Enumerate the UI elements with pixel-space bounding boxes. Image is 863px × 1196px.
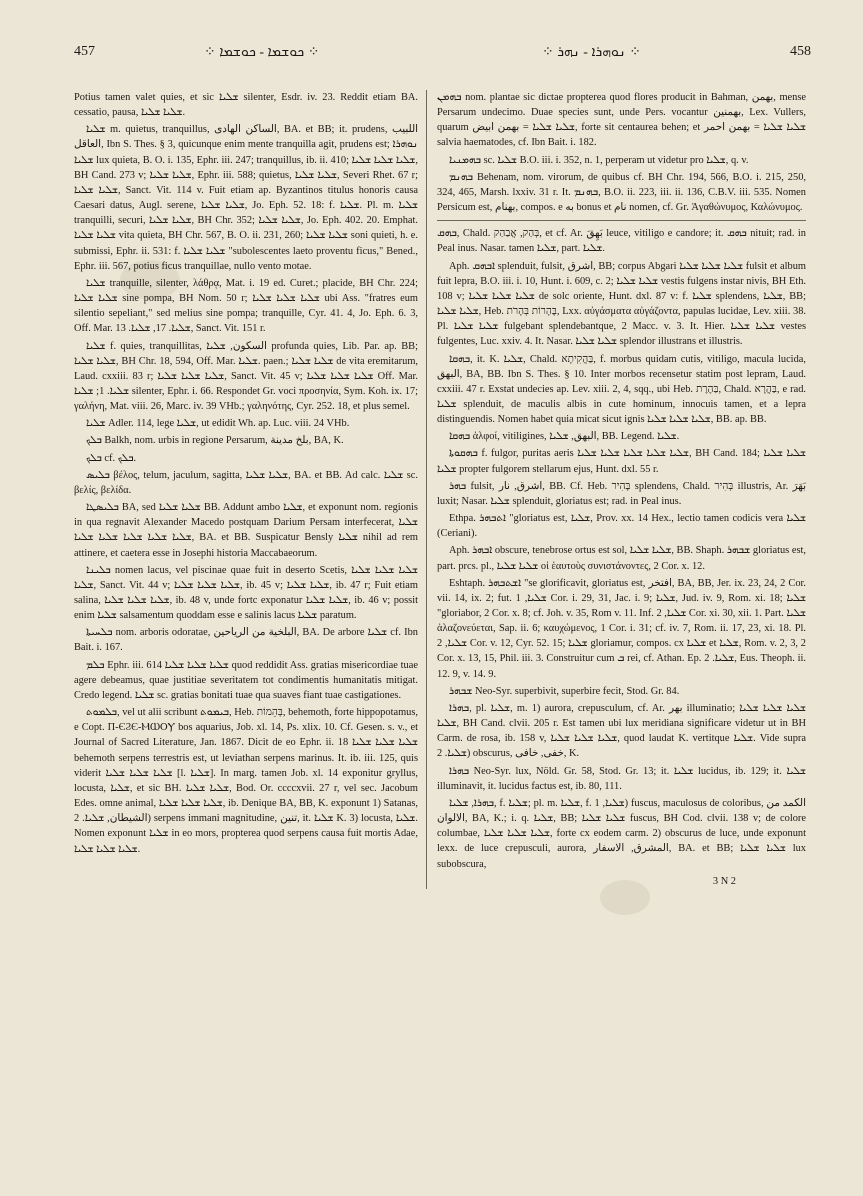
- dictionary-entry: ܒܗܪܐ Neo-Syr. lux, Nöld. Gr. 58, Stod. Gr. 13; it. ܫܠܝܐ lucidus, ib. 129; it. ܫܠܝܐ illuminavit, it. lucidus factus est, ib. 80, 111.: [437, 765, 806, 792]
- right-column: [426, 90, 806, 889]
- dictionary-entry: ܒܗܩܐ ἀλφοί, vitiligines, البهق, ܫܠܝܐ, BB. Legend. ܫܠܝܐ.: [449, 431, 680, 443]
- dictionary-entry: ܒܗܡܢܝܐ sc. ܫܠܝܐ B.O. iii. i. 352, n. 1, perperam ut videtur pro ܫܠܝܐ, q. v.: [449, 154, 749, 166]
- two-column-body: [74, 90, 811, 889]
- dictionary-entry: ܒܠܟ cf. ܒܠܟ.: [86, 452, 137, 464]
- entry-separator: [437, 220, 806, 221]
- running-head-left: ⁘ ܟܘܫܡܐ - ܟܘܫܡܐ ⁘: [204, 45, 320, 60]
- dictionary-entry: ܒܗܪܐ, ܫܠܝܐ, f. ܫܠܝܐ; pl. m. ܫܠܝܐ, f. ܫܠܝܐ, 1) fuscus, maculosus de coloribus, الكمد من الالوان, BA, K.; i. q. ܫܠܝܐ, BB; ܫܠܝܐ ܫܠܝܐ fuscus, BH Cod. clvii. 138 v; de colore columbae, ܫܠܝܐ ܫܠܝܐ ܫܠܝܐ, forte cx eodem carm. 2) obscurus de luce, unde exponunt lexx. de luce crepusculi, aurora, المشرق, الاسفار, BA. et BB; ܫܠܝܐ ܫܠܝܐ lux subobscura,: [437, 797, 806, 870]
- page-header: [74, 44, 811, 70]
- running-head-right: ⁘ ܢܘܗܪܐ - ܢܗܪ ⁘: [542, 45, 642, 60]
- dictionary-entry: Eshtaph. ܐܫܬܒܗܪ "se glorificavit, gloriatus est, افتخر, BA, BB, Jer. ix. 23, 24, 2 Cor. vii. 14, ix. 2; fut. ܫܠܝܐ, 1 Cor. i. 29, 31, Jac. i. 9; ܫܠܝܐ, Jud. iv. 9, Rom. xi. 18; ܫܠܝܐ "gloriabor, 2 Cor. x. 8; cf. Joh. v. 35, Rom v. 11. Inf. ܫܠܝܐ, 2 Cor. xi. 30, xii. 1. Part. ܫܠܝܐ ἀλαζονεύεται, Sap. ii. 6; καυχώμενος, 1 Cor. i. 31; cf. iv. 7, Rom. ii. 17, 23, xi. 18. Pl. ܫܠܝܐ, 2 Cor. v. 12, Cyr. 52. 15; ܫܠܝܐ gloriamur, compos. cx ܫܠܝܐ et ܫܠܝܐ, Rom. v. 2, 3, 2 Cor. x. 13, 15, Phil. iii. 3. Construitur cum ܒ rei, cf. Athan. Ep. ܫܠܝܐ. 2, Eus. Theoph. ii. 12. 9, v. 14. 9.: [437, 577, 807, 680]
- dictionary-entry: Aph. ܐܒܗܩ splenduit, fulsit, اشرق, BB; corpus Abgari ܫܠܝܐ ܫܠܝܐ ܫܠܝܐ fulsit et album fuit lepra, B.O. iii. i. 10, Hunt. i. 609, c. 2; ܫܠܝܐ ܫܠܝܐ vestis fulgens instar nivis, BH Eth. 108 v; ܫܠܝܐ ܫܠܝܐ ܫܠܝܐ de solc oriente, Hunt. dxl. 87 v: f. ܫܠܝܐ splendens, ܫܠܝܐ, BB; ܫܠܝܐ ܫܠܝܐ, Heb. בֶּהָרוֹת בְּהָרֹת, Lxx. αὐγάσματα αὐγάζοντα, papulas lucidae, Lev. xiii. 38. Pl. ܫܠܝܐ ܫܠܝܐ fulgebant splendebantque, 2 Macc. v. 3. It. Hier. ܫܠܝܐ ܫܠܝܐ vestes fulgentes, Luc. xxiv. 4. It. Nasar. ܫܠܝܐ ܫܠܝܐ splendor illustrans et illustris.: [437, 260, 807, 348]
- dictionary-entry: ܒܗܩܘܬܐ f. fulgor, puritas aeris ܫܠܝܐ ܫܠܝܐ ܫܠܝܐ ܫܠܝܐ ܫܠܝܐ, BH Cand. 184; ܫܠܝܐ ܫܠܝܐ ܫܠܝܐ propter fulgorem stellarum ejus, Hunt. dxl. 55 r.: [437, 448, 807, 475]
- dictionary-entry: ܫܠܝܐ Adler. 114, lege ܫܠܝܐ, ut edidit Wh. ap. Luc. viii. 24 VHb.: [86, 418, 350, 430]
- dictionary-entry: ܒܠܝܢܐ nomen lacus, vel piscinae quae fuit in deserto Scetis, ܫܠܝܐ ܫܠܝܐ ܫܠܝܐ ܫܠܝܐ, Sanct. Vit. 44 v; ܫܠܝܐ ܫܠܝܐ ܫܠܝܐ, ib. 45 v; ܫܠܝܐ ܫܠܝܐ, ib. 47 r; Fuit etiam salina, ܫܠܝܐ ܫܠܝܐ ܫܠܝܐ, ib. 48 v, unde fortc exponatur ܫܠܝܐ ܫܠܝܐ, ib. 46 v; possit enim ܫܠܝܐ salsamentum quoddam esse e salinis lacus ܫܠܝܐ paratum.: [74, 564, 418, 622]
- dictionary-entry: ܫܠܝܐ f. quies, tranquillitas, السكون, ܫܠܝܐ profunda quies, Lib. Par. ap. BB; ܫܠܝܐ ܫܠܝܐ, BH Chr. 18, 594, Off. Mar. ܫܠܝܐ. paen.; ܫܠܝܐ ܫܠܝܐ de vita eremitarum, Laud. cxxiii. 83 r; ܫܠܝܐ ܫܠܝܐ ܫܠܝܐ, Sanct. Vit. 45 v; ܫܠܝܐ ܫܠܝܐ ܫܠܝܐ Off. Mar. ܫܠܝܐ. 1; ܫܠܝܐ silenter, Ephr. i. 66. Respondet Gr. voci προσηνία, Sym. Koh. ix. 17; γαλήνη, Mat. viii. 26, Marc. iv. 39 VHb.; γαληνότης, Cyr. 252. 18, et plus semel.: [74, 340, 419, 413]
- page-number-left: 457: [74, 44, 95, 59]
- dictionary-entry: ܒܠܡ Ephr. iii. 614 ܫܠܝܐ ܫܠܝܐ ܫܠܝܐ quod reddidit Ass. gratias misericordiae tuae agere debeamus, quae justitiae severitatem tot condimentis humanitatis mitigat. Credo legend. ܫܠܝܐ sc. gratias bonitati tuae qua suaves fiant tuae castigationes.: [74, 659, 418, 701]
- dictionary-entry: ܒܗܪܐ, pl. ܫܠܝܐ, m. 1) aurora, crepusculum, cf. Ar. بهر illuminatio; ܫܠܝܐ ܫܠܝܐ ܫܠܝܐ ܫܠܝܐ, BH Cand. clvii. 205 r. Est tamen ubi lux meridiana significare videtur ut in BH Carm. de rosa, ib. 158 v, ܫܠܝܐ ܫܠܝܐ ܫܠܝܐ, quod laudat K. vertitque ܫܠܝܐ. Vide supra ܫܠܝܐ. 2) obscurus, خفى, خافى, K.: [437, 702, 806, 760]
- right-column-top-entries: [437, 90, 806, 215]
- dictionary-entry: ܒܠܝܣܛܐ BA, sed ܫܠܝܐ ܫܠܝܐ BB. Addunt ambo ܫܠܝܐ, et exponunt nom. regionis in qua regnavit Alexander Macedo postquam Darium Persam interfecerat, ܫܠܝܐ ܫܠܝܐ ܫܠܝܐ ܫܠܝܐ ܫܠܝܐ ܫܠܝܐ, BA. et BB. Suspicatur Bensly ܫܠܝܐ nihil ad rem attinere, et caetera esse in Josephi historia Maccabaeorum.: [74, 502, 419, 559]
- dictionary-entry: ܒܠܚܝܬܐ nom. arboris odoratae, البلخية من الرياحين, BA. De arbore ܫܠܝܐ cf. Ibn Bait. i. 167.: [74, 627, 418, 654]
- dictionary-entry: ܒܗܩ, Chald. בְּהַק, אֲבַהַק, et cf. Ar. بَهِقَ leuce, vitiligo e candore; it. ܒܗܩ nituit; rad. in Peal inus. Nasar. tamen ܫܠܝܐ, part. ܫܠܝܐ.: [437, 228, 806, 255]
- dictionary-entry: Aph. ܐܒܗܪ obscure, tenebrose ortus est sol, ܫܠܝܐ ܫܠܝܐ, BB. Shaph. ܫܒܗܪ gloriatus est, part. prcs. pl., ܫܠܝܐ ܫܠܝܐ οἱ ἑαυτοὺς συνιστάνοντες, 2 Cor. x. 12.: [437, 545, 806, 572]
- signature-mark: 3 N 2: [712, 875, 736, 887]
- dictionary-entry: Potius tamen valet quies, et sic ܫܠܝܐ silenter, Esdr. iv. 23. Reddit etiam BA. cessatio, pausa, ܫܠܝܐ ܫܠܝܐ.: [74, 92, 418, 119]
- dictionary-entry: ܒܗܡܢ nom. plantae sic dictae propterea quod flores producit in Bahman, بهمن, mense Persarum undecimo. Duae species sunt, unde Pers. vocantur بهمنين, Lex. Vullers, quarum ܫܠܝܐ ܫܠܝܐ = بهمن ابيض, forte sit centaurea behen; et ܫܠܝܐ ܫܠܝܐ = بهمن احمر salvia haematodes, cf. Ibn Bait. i. 182.: [437, 92, 806, 149]
- dictionary-entry: ܒܠܡܘܬ, vel ut alii scribunt ܒܝܡܘܬ, Heb. בְּהֵמוֹת, behemoth, forte hippopotamus, e Copt. Π-ЄϨЄ-ⲘⲰⲞⲨ bos aquarius, Job. xl. 14, Ps. xlix. 10. Cf. Gesen. s. v., et Journal of Sacred Literature, Jan. 1867. Dicit de eo Ephr. ii. 18 ܫܠܝܐ ܫܠܝܐ ܫܠܝܐ behemoth serpens terrestris est, ut leviathan serpens marinus. It. ib. iii. 125, quis viderit ܫܠܝܐ ܫܠܝܐ ܫܠܝܐ [l. ܫܠܝܐ]. In marg. tamen Job. xl. 14 exponitur gryllus, locusta, ܫܠܝܐ, et sic BH. ܫܠܝܐ ܫܠܝܐ, Bod. Or. ccccxvii. 27 r, vel sec. Jacobum Edes. omne animal, ܫܠܝܐ ܫܠܝܐ ܫܠܝܐ, ib. Denique BA, BB, K. exponunt 1) Satanas, الشيطان, ܫܠܝܐ. 2) serpens immani magnitudine, تنين, it. ܫܠܝܐ K. 3) locusta, ܫܠܝܐ. Nomen exponunt ܫܠܝܐ in eo mors, propterea quod serpens causa fuit mortis Adae, ܫܠܝܐ ܫܠܝܐ ܫܠܝܐ.: [74, 707, 419, 855]
- dictionary-entry: ܒܠܟ Balkh, nom. urbis in regione Persarum, بلخ مدينة, BA, K.: [86, 435, 344, 447]
- dictionary-entry: Ethpa. ܐܬܒܗܪ "gloriatus est, ܫܠܝܐ, Prov. xx. 14 Hex., lectio tamen codicis vera ܫܠܝܐ (Ceriani).: [437, 513, 806, 540]
- dictionary-entry: ܒܗܢܡ Behenam, nom. virorum, de quibus cf. BH Chr. 194, 566, B.O. i. 215, 250, 324, 465, Marsh. lxxiv. 31 r. It. ܒܗܢܡ, B.O. ii. 223, iii. ii. 136, C.B.V. iii. 535. Nomen Persicum est, بهنام, compos. e به bonus et نام nomen, cf. Gr. Ἀγαθώνυμος, Καλώνυμος.: [437, 171, 806, 214]
- dictionary-entry: ܫܒܗܪ Neo-Syr. superbivit, superbire fecit, Stod. Gr. 84.: [449, 685, 680, 697]
- dictionary-entry: ܒܠܝܣ βέλος, telum, jaculum, sagitta, ܫܠܝܐ ܫܠܝܐ, BA. et BB. Ad calc. ܫܠܝܐ sc. βελίς, βελίδα.: [74, 469, 418, 496]
- page-number-right: 458: [790, 44, 811, 59]
- left-column: [74, 90, 426, 889]
- dictionary-entry: ܒܗܪ fulsit, اشرق, نار, BB. Cf. Heb. בָּהִיר splendens, Chald. בְּהִיר illustris, Ar. بَهَرَ luxit; Nasar. ܫܠܝܐ splenduit, gloriatus est; rad. in Peal inus.: [437, 480, 806, 507]
- right-column-main-entries: [437, 226, 806, 871]
- dictionary-entry: ܫܠܝܐ tranquille, silenter, λάθρᾳ, Mat. i. 19 ed. Curet.; placide, BH Chr. 224; ܫܠܝܐ ܫܠܝܐ sine pompa, BH Nom. 50 r; ܫܠܝܐ ܫܠܝܐ ܫܠܝܐ ubi Ass. "fratres eum silentio sepeliant," sed melius sine pompa; tranquille, Cyr. 41. 4, Jo. Eph. 6. 3, Off. Mar. ܫܠܝܐ. 17, ܫܠܝܐ. 13, Sanct. Vit. 151 r.: [74, 277, 418, 335]
- dictionary-entry: ܫܠܝܐ m. quietus, tranquillus, الساكن الهادى, BA. et BB; it. prudens, اللبيب العاقل, Ibn S. Thes. § 3, quicunque enim mente tranquilla agit, prudens est; ܢܘܗܪܐ ܫܠܝܐ lux quieta, B. O. i. 135, Ephr. iii. 247; tranquillus, ib. ii. 410; ܫܠܝܐ ܫܠܝܐ ܫܠܝܐ, BH Cand. 273 v; ܫܠܝܐ ܫܠܝܐ, Ephr. iii. 588; quietus, ܫܠܝܐ ܫܠܝܐ, Severi Rhet. 67 r; ܫܠܝܐ ܫܠܝܐ, Sanct. Vit. 114 v. Fuit etiam ap. Byzantinos titulus honoris causa Caesari datus, Augl. serene, ܫܠܝܐ ܫܠܝܐ, Jo. Eph. 52. 18: f. ܫܠܝܐ. Pl. m. ܫܠܝܐ tranquilli, securi, ܫܠܝܐ ܫܠܝܐ, BH Chr. 352; ܫܠܝܐ ܫܠܝܐ, Jo. Eph. 402. 20. Emphat. ܫܠܝܐ ܫܠܝܐ vita quieta, BH Chr. 567, B. O. ii. 231, 260; ܫܠܝܐ ܫܠܝܐ soni quieti, h. e. submissi, Ephr. ii. 531: f. ܫܠܝܐ ܫܠܝܐ "subolescentes laeto proventu ficus," Bened., Ephr. iii. 567, potius ficus tranquillae, nullo vento motae.: [74, 124, 419, 272]
- dictionary-entry: ܒܗܩܐ, it. K. ܫܠܝܐ, Chald. בַּהֲקִיתָא, f. morbus quidam cutis, vitiligo, macula lucida, البهق, BA, BB. Ibn S. Thes. § 10. Inter morbos recensetur statim post lepram, Laud. cxxiii. 47 r. Exstat undecies ap. Lev. xiii. 2, 4, sqq., ubi Heb. בַּהֶרֶת, Chald. בַּהֲרָא, e rad. ܫܠܝܐ splenduit, de maculis albis in cute hominum, innocuis tamen, et a lepra distinguendis. Nomen habet quia micat sicut ignis ܫܠܝܐ ܫܠܝܐ ܫܠܝܐ, BB. ap. BB.: [437, 353, 806, 426]
